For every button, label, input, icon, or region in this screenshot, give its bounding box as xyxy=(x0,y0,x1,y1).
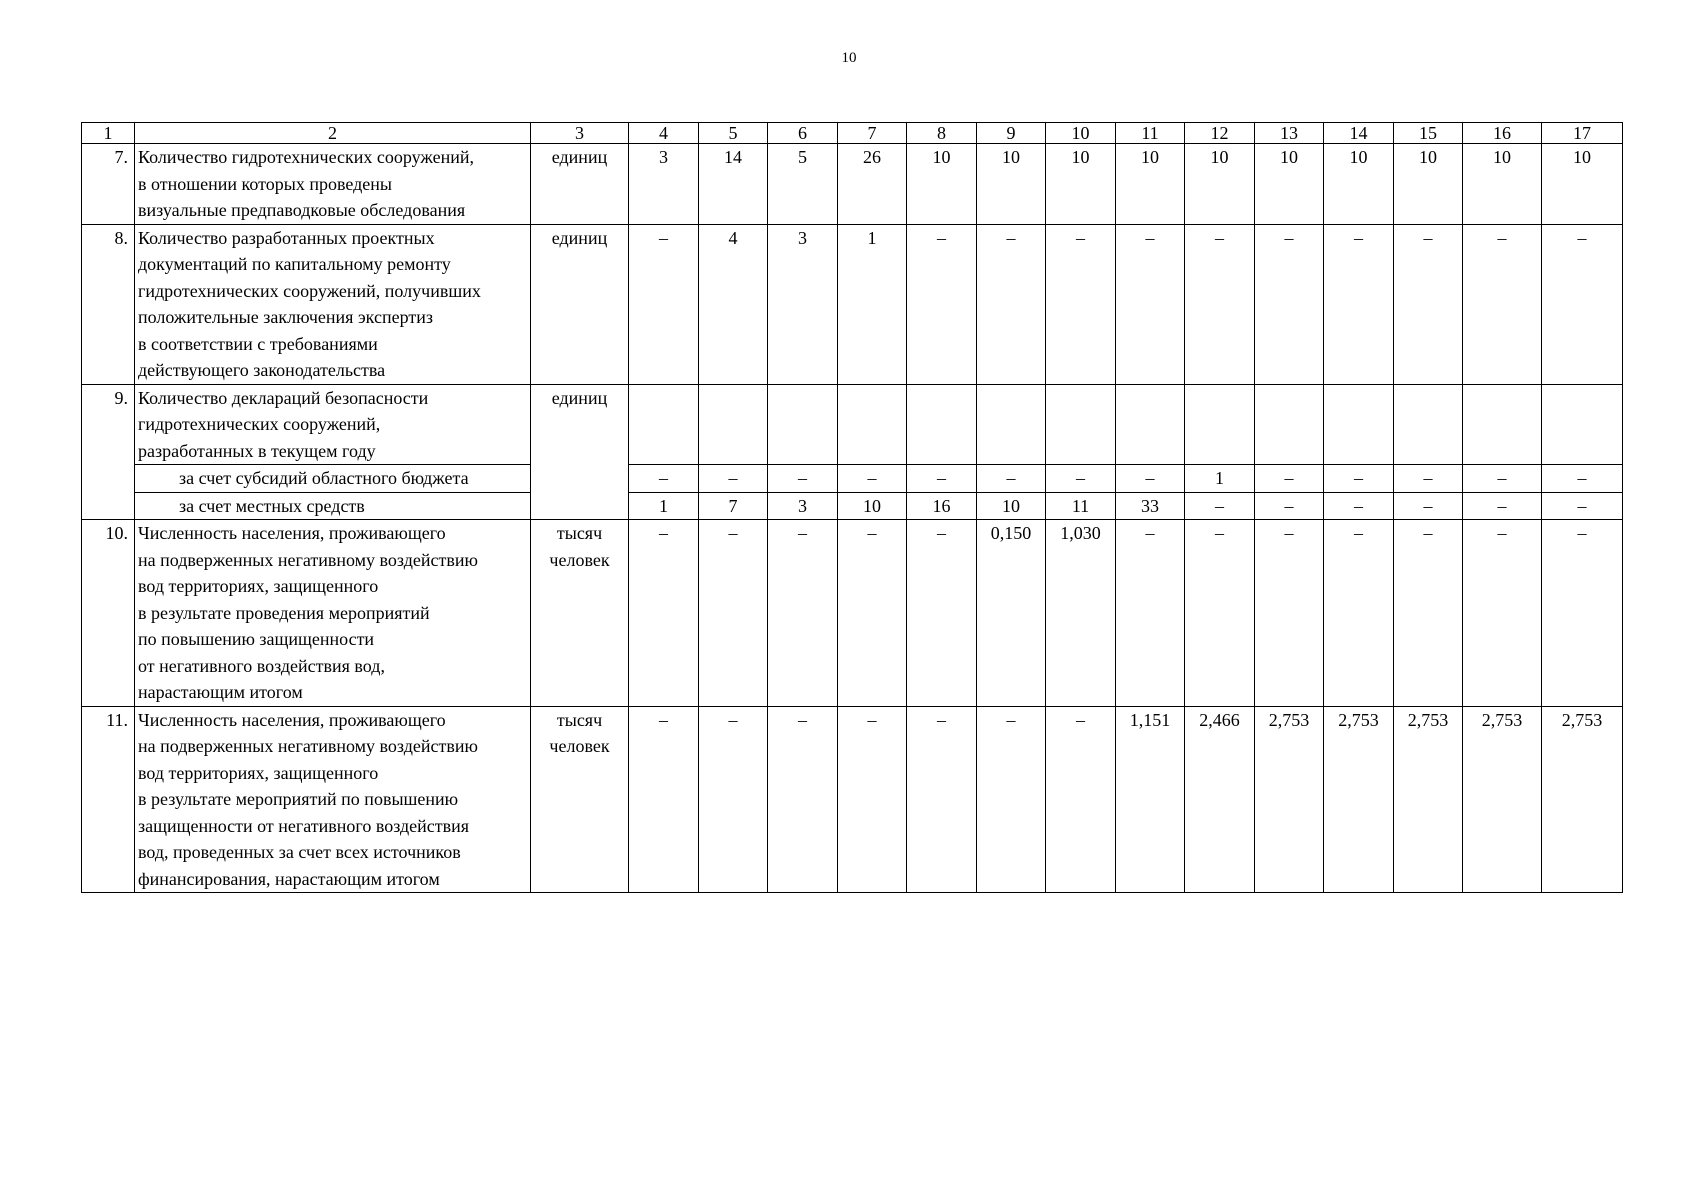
indicator-name-line: нарастающим итогом xyxy=(138,682,303,702)
indicator-name-line: на подверженных негативному воздействию xyxy=(138,549,478,570)
indicator-name xyxy=(135,706,531,893)
header-cell: 10 xyxy=(1046,123,1116,144)
unit-cell xyxy=(531,520,629,707)
value-cell: 10 xyxy=(1394,144,1463,225)
unit-line: тысяч xyxy=(556,523,603,543)
value-cell: 33 xyxy=(1116,492,1185,520)
value-cell xyxy=(1255,384,1324,465)
row-number: 10. xyxy=(82,520,135,707)
value-cell: – xyxy=(1394,492,1463,520)
header-cell: 13 xyxy=(1255,123,1324,144)
unit-line: человек xyxy=(549,736,610,756)
indicator-name-line: вод, проведенных за счет всех источников xyxy=(138,842,461,862)
header-cell: 5 xyxy=(699,123,768,144)
unit-line: единиц xyxy=(551,147,608,167)
page-number: 10 xyxy=(841,50,857,66)
table-body xyxy=(82,123,1623,893)
value-cell: – xyxy=(1185,492,1255,520)
value-cell: 10 xyxy=(1046,144,1116,225)
row-number: 7. xyxy=(82,144,135,225)
value-cell: – xyxy=(907,520,977,707)
indicator-name-line: документаций по капитальному ремонту xyxy=(138,254,451,274)
row-number: 11. xyxy=(82,706,135,893)
indicator-name-line: в результате проведения мероприятий xyxy=(138,602,430,623)
header-cell: 2 xyxy=(135,123,531,144)
header-cell: 7 xyxy=(838,123,907,144)
value-cell: 26 xyxy=(838,144,907,225)
value-cell: – xyxy=(1542,492,1623,520)
value-cell: 10 xyxy=(977,144,1046,225)
value-cell: 1 xyxy=(1185,465,1255,493)
indicator-name-line: в отношении которых проведены xyxy=(138,173,392,194)
value-cell: – xyxy=(1324,224,1394,384)
subrow-label: за счет субсидий областного бюджета xyxy=(135,465,531,493)
indicator-name-line: от негативного воздействия вод, xyxy=(138,655,385,676)
indicator-name-line: Количество разработанных проектных xyxy=(138,227,435,248)
value-cell: 10 xyxy=(977,492,1046,520)
indicator-name-line: действующего законодательства xyxy=(138,360,386,380)
value-cell: – xyxy=(1394,224,1463,384)
indicator-name-line: по повышению защищенности xyxy=(138,629,375,649)
value-cell: 5 xyxy=(768,144,838,225)
value-cell: – xyxy=(1046,465,1116,493)
value-cell xyxy=(1185,384,1255,465)
unit-line: единиц xyxy=(551,387,608,408)
value-cell: – xyxy=(1116,465,1185,493)
indicators-table xyxy=(81,122,1623,893)
value-cell: – xyxy=(838,706,907,893)
indicator-name-line: на подверженных негативному воздействию xyxy=(138,736,478,756)
unit-line: человек xyxy=(549,549,610,570)
value-cell xyxy=(977,384,1046,465)
value-cell: – xyxy=(907,706,977,893)
value-cell xyxy=(699,384,768,465)
value-cell: – xyxy=(699,465,768,493)
value-cell: 10 xyxy=(1255,144,1324,225)
indicator-name xyxy=(135,520,531,707)
header-cell: 11 xyxy=(1116,123,1185,144)
value-cell: – xyxy=(1255,465,1324,493)
value-cell: – xyxy=(1255,520,1324,707)
table-subrow xyxy=(82,492,1623,520)
value-cell: – xyxy=(1463,465,1542,493)
value-cell xyxy=(1046,384,1116,465)
indicator-name xyxy=(135,144,531,225)
header-cell: 14 xyxy=(1324,123,1394,144)
value-cell: – xyxy=(768,520,838,707)
indicator-name-line: гидротехнических сооружений, получивших xyxy=(138,280,481,301)
indicator-name-line: Количество гидротехнических сооружений, xyxy=(138,147,474,167)
value-cell: 1,030 xyxy=(1046,520,1116,707)
header-cell: 16 xyxy=(1463,123,1542,144)
value-cell: – xyxy=(1046,224,1116,384)
value-cell: – xyxy=(629,224,699,384)
value-cell: 2,753 xyxy=(1324,706,1394,893)
indicator-name-line: разработанных в текущем году xyxy=(138,440,376,461)
indicator-name-line: положительные заключения экспертиз xyxy=(138,307,433,327)
table-row xyxy=(82,224,1623,384)
value-cell: 16 xyxy=(907,492,977,520)
header-cell: 1 xyxy=(82,123,135,144)
header-cell: 8 xyxy=(907,123,977,144)
row-number: 9. xyxy=(82,384,135,520)
indicator-name-line: в результате мероприятий по повышению xyxy=(138,789,459,809)
subrow-label: за счет местных средств xyxy=(135,492,531,520)
value-cell: – xyxy=(1542,224,1623,384)
value-cell: 2,466 xyxy=(1185,706,1255,893)
unit-line: единиц xyxy=(551,227,608,248)
value-cell: – xyxy=(1185,520,1255,707)
value-cell: – xyxy=(1463,492,1542,520)
table-row xyxy=(82,520,1623,707)
indicator-name-line: финансирования, нарастающим итогом xyxy=(138,868,440,889)
value-cell xyxy=(1324,384,1394,465)
header-row xyxy=(82,123,1623,144)
value-cell: 7 xyxy=(699,492,768,520)
value-cell: 4 xyxy=(699,224,768,384)
value-cell: 0,150 xyxy=(977,520,1046,707)
value-cell: – xyxy=(1046,706,1116,893)
table-row xyxy=(82,706,1623,893)
value-cell: 1,151 xyxy=(1116,706,1185,893)
indicator-name-line: в соответствии с требованиями xyxy=(138,333,378,354)
value-cell: – xyxy=(1394,520,1463,707)
value-cell: 3 xyxy=(768,224,838,384)
value-cell: 3 xyxy=(629,144,699,225)
value-cell: – xyxy=(1185,224,1255,384)
value-cell: – xyxy=(1116,520,1185,707)
indicator-name-line: визуальные предпаводковые обследования xyxy=(138,200,466,220)
indicator-name xyxy=(135,224,531,384)
value-cell: – xyxy=(1542,465,1623,493)
value-cell: 2,753 xyxy=(1463,706,1542,893)
value-cell xyxy=(768,384,838,465)
value-cell xyxy=(1542,384,1623,465)
value-cell: – xyxy=(1463,224,1542,384)
indicator-name-line: Количество деклараций безопасности xyxy=(138,387,429,408)
value-cell: – xyxy=(907,465,977,493)
value-cell: 1 xyxy=(629,492,699,520)
value-cell: – xyxy=(1116,224,1185,384)
value-cell: 10 xyxy=(1463,144,1542,225)
value-cell xyxy=(1116,384,1185,465)
unit-cell xyxy=(531,224,629,384)
header-cell: 17 xyxy=(1542,123,1623,144)
indicator-name-line: вод территориях, защищенного xyxy=(138,762,379,783)
value-cell: 14 xyxy=(699,144,768,225)
value-cell: – xyxy=(977,706,1046,893)
indicator-name-line: гидротехнических сооружений, xyxy=(138,414,381,434)
value-cell: 10 xyxy=(907,144,977,225)
value-cell: 2,753 xyxy=(1255,706,1324,893)
value-cell xyxy=(1394,384,1463,465)
value-cell: – xyxy=(838,520,907,707)
value-cell: 10 xyxy=(1185,144,1255,225)
value-cell: – xyxy=(1542,520,1623,707)
indicator-name xyxy=(135,384,531,465)
value-cell: – xyxy=(699,706,768,893)
value-cell: – xyxy=(1324,520,1394,707)
table-subrow xyxy=(82,465,1623,493)
value-cell xyxy=(907,384,977,465)
value-cell xyxy=(629,384,699,465)
indicator-name-line: Численность населения, проживающего xyxy=(138,523,446,543)
unit-cell xyxy=(531,144,629,225)
value-cell: – xyxy=(977,224,1046,384)
value-cell: – xyxy=(629,465,699,493)
header-cell: 3 xyxy=(531,123,629,144)
value-cell: – xyxy=(699,520,768,707)
header-cell: 15 xyxy=(1394,123,1463,144)
value-cell: – xyxy=(768,465,838,493)
value-cell: 10 xyxy=(1324,144,1394,225)
row-number: 8. xyxy=(82,224,135,384)
value-cell: – xyxy=(977,465,1046,493)
value-cell: – xyxy=(629,520,699,707)
value-cell: – xyxy=(1324,492,1394,520)
header-cell: 4 xyxy=(629,123,699,144)
value-cell xyxy=(1463,384,1542,465)
value-cell: 11 xyxy=(1046,492,1116,520)
value-cell: – xyxy=(1255,224,1324,384)
header-cell: 9 xyxy=(977,123,1046,144)
unit-cell xyxy=(531,706,629,893)
unit-cell xyxy=(531,384,629,520)
value-cell: – xyxy=(838,465,907,493)
value-cell: 10 xyxy=(1542,144,1623,225)
table-row xyxy=(82,144,1623,225)
value-cell: – xyxy=(1324,465,1394,493)
value-cell xyxy=(838,384,907,465)
unit-line: тысяч xyxy=(556,709,603,730)
value-cell: 10 xyxy=(1116,144,1185,225)
value-cell: – xyxy=(1255,492,1324,520)
value-cell: 2,753 xyxy=(1542,706,1623,893)
value-cell: 2,753 xyxy=(1394,706,1463,893)
header-cell: 12 xyxy=(1185,123,1255,144)
header-cell: 6 xyxy=(768,123,838,144)
value-cell: – xyxy=(768,706,838,893)
value-cell: – xyxy=(629,706,699,893)
value-cell: – xyxy=(1394,465,1463,493)
value-cell: 10 xyxy=(838,492,907,520)
value-cell: – xyxy=(1463,520,1542,707)
indicator-name-line: вод территориях, защищенного xyxy=(138,576,379,596)
indicator-name-line: Численность населения, проживающего xyxy=(138,709,446,730)
indicator-name-line: защищенности от негативного воздействия xyxy=(138,815,470,836)
value-cell: 3 xyxy=(768,492,838,520)
value-cell: – xyxy=(907,224,977,384)
table-row xyxy=(82,384,1623,465)
value-cell: 1 xyxy=(838,224,907,384)
